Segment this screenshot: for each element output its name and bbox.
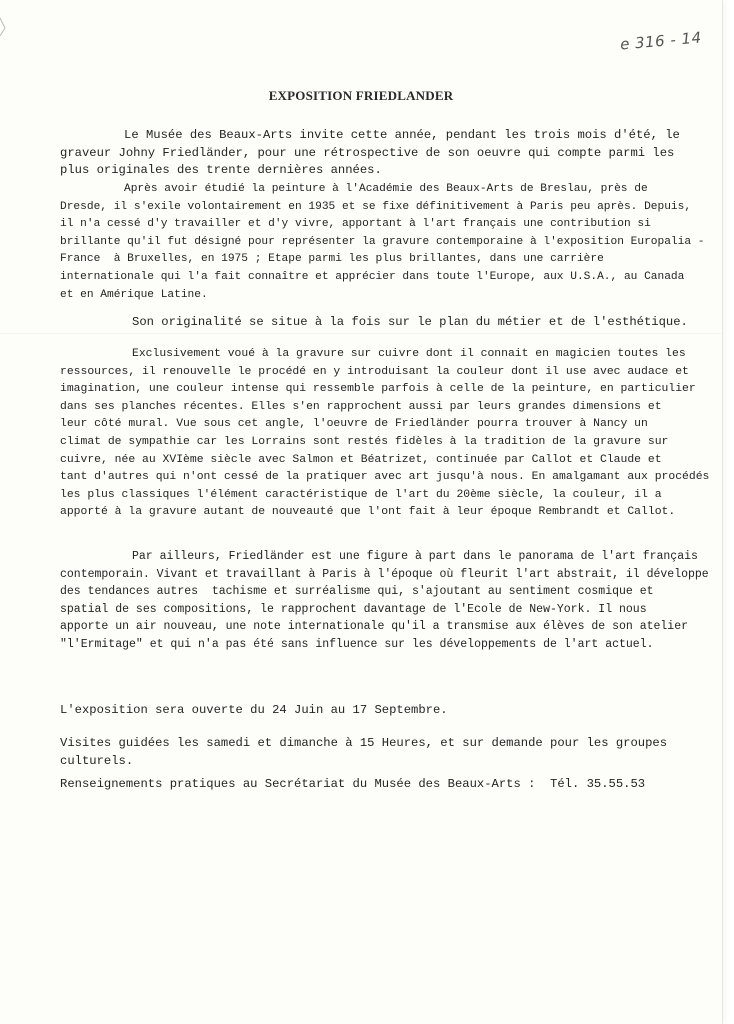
text-line: Exclusivement voué à la gravure sur cuivre dont il connait en magicien toutes les: [132, 348, 686, 360]
text-line: internationale qui l'a fait connaître et apprécier dans toute l'Europe, aux U.S.A., au Canada: [60, 270, 685, 283]
text-line: climat de sympathie car les Lorrains sont restés fidèles à la tradition de la gravure sur: [60, 435, 669, 448]
text-line: leur côté mural. Vue sous cet angle, l'oeuvre de Friedländer pourra trouver à Nancy un: [60, 418, 648, 431]
text-line: culturels.: [60, 753, 134, 768]
text-line: tant d'autres qui n'ont cessé de la pratiquer avec art jusqu'à nous. En amalgamant aux procédés: [60, 471, 710, 484]
fold-crease: [0, 333, 722, 334]
text-line: Visites guidées les samedi et dimanche à 15 Heures, et sur demande pour les groupes: [60, 736, 668, 750]
text-line: plus originales des trente dernières années.: [60, 163, 382, 178]
text-line: graveur Johny Friedländer, pour une rétrospective de son oeuvre qui compte parmi les: [60, 145, 675, 160]
paragraph-originality: [60, 314, 710, 332]
text-line: cuivre, née au XVIème siècle avec Salmon et Béatrizet, continuée par Callot et Claude et: [60, 453, 662, 466]
document-title: EXPOSITION FRIEDLANDER: [268, 88, 454, 103]
text-line: et en Amérique Latine.: [60, 288, 208, 301]
text-line: spatial de ses compositions, le rapprochent davantage de l'Ecole de New-York. Il nous: [60, 602, 647, 616]
paragraph-context: [60, 548, 710, 654]
text-line: France à Bruxelles, en 1975 ; Etape parmi les plus brillantes, dans une carrière: [60, 253, 604, 266]
handwritten-reference: e 316 - 14: [619, 28, 703, 54]
paragraph-technique: [60, 346, 710, 522]
text-line: Après avoir étudié la peinture à l'Académie des Beaux-Arts de Breslau, près de: [124, 183, 648, 195]
text-line: Par ailleurs, Friedländer est une figure à part dans le panorama de l'art français: [132, 550, 698, 563]
text-line: apporté à la gravure autant de nouveauté que l'ont fait à leur époque Rembrandt et Callot.: [60, 506, 676, 519]
text-line: contemporain. Vivant et travaillant à Paris à l'époque où fleurit l'art abstrait, il développe: [60, 567, 709, 581]
paragraph-dates: [60, 702, 710, 720]
text-line: dans ses planches récentes. Elles s'en rapprochent aussi par leurs grandes dimensions et: [60, 400, 662, 413]
text-line: des tendances autres tachisme et surréalisme qui, s'ajoutant au sentiment cosmique et: [60, 585, 654, 599]
text-line: L'exposition sera ouverte du 24 Juin au 17 Septembre.: [60, 703, 448, 717]
text-line: imagination, une couleur intense qui ressemble parfois à celle de la peinture, en particulier: [60, 383, 696, 396]
text-line: il n'a cessé d'y travailler et d'y vivre, apportant à l'art français une contribution si: [60, 218, 651, 231]
text-line: Le Musée des Beaux-Arts invite cette année, pendant les trois mois d'été, le: [124, 128, 680, 142]
text-line: Dresde, il s'exile volontairement en 1935 et se fixe définitivement à Paris peu après. Depuis,: [60, 200, 692, 213]
text-line: "l'Ermitage" et qui n'a pas été sans influence sur les développements de l'art actuel.: [60, 637, 654, 651]
text-line: les plus classiques l'élément caractéristique de l'art du 20ème siècle, la couleur, il a: [60, 488, 662, 501]
text-line: brillante qu'il fut désigné pour représenter la gravure contemporaine à l'exposition Europalia -: [60, 235, 705, 248]
text-line: Son originalité se situe à la fois sur le plan du métier et de l'esthétique.: [132, 315, 688, 329]
text-line: ressources, il renouvelle le procédé en y introduisant la couleur dont il use avec audace et: [60, 365, 689, 378]
paragraph-biography: [60, 181, 710, 304]
text-line: apporte un air nouveau, une note internationale qu'il a transmise aux élèves de son atelier: [60, 620, 689, 634]
text-line: Renseignements pratiques au Secrétariat du Musée des Beaux-Arts : Tél. 35.55.53: [60, 777, 646, 791]
paragraph-intro: [60, 127, 710, 180]
torn-corner-mark: [0, 0, 8, 40]
paragraph-visits: [60, 735, 710, 770]
paragraph-contact: [60, 776, 710, 794]
